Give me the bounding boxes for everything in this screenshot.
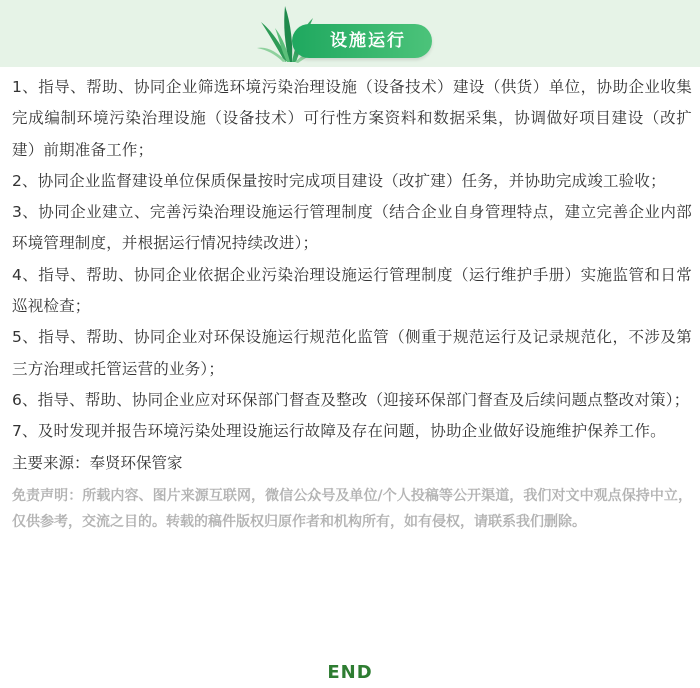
disclaimer-text: 免责声明：所载内容、图片来源互联网，微信公众号及单位/个人投稿等公开渠道，我们对文中观点保持中立，仅供参考，交流之目的。转载的稿件版权归原作者和机构所有，如有侵权，请联系我们删除。 [12, 487, 692, 531]
source-credit: 主要来源：奉贤环保管家 [12, 453, 183, 472]
list-item: 7、及时发现并报告环境污染处理设施运行故障及存在问题，协助企业做好设施维护保养工作。 [12, 422, 666, 441]
list-item: 3、协同企业建立、完善污染治理设施运行管理制度（结合企业自身管理特点，建立完善企业内部环境管理制度，并根据运行情况持续改进）； [12, 203, 692, 253]
list-item: 5、指导、帮助、协同企业对环保设施运行规范化监管（侧重于规范运行及记录规范化，不涉及第三方治理或托管运营的业务）； [12, 328, 692, 378]
section-title: 设施运行 [330, 31, 406, 51]
list-item: 4、指导、帮助、协同企业依据企业污染治理设施运行管理制度（运行维护手册）实施监管和日常巡视检查； [12, 265, 692, 316]
list-item: 6、指导、帮助、协同企业应对环保部门督查及整改（迎接环保部门督查及后续问题点整改对策）； [12, 390, 690, 409]
article-body [12, 72, 692, 536]
list-item: 1、指导、帮助、协同企业筛选环境污染治理设施（设备技术）建设（供货）单位，协助企业收集完成编制环境污染治理设施（设备技术）可行性方案资料和数据采集，协调做好项目建设（改扩建）前期准备工作； [12, 78, 692, 159]
end-marker: END [327, 662, 373, 683]
list-item: 2、协同企业监督建设单位保质保量按时完成项目建设（改扩建）任务，并协助完成竣工验收； [12, 171, 666, 190]
section-header-banner [0, 0, 700, 67]
